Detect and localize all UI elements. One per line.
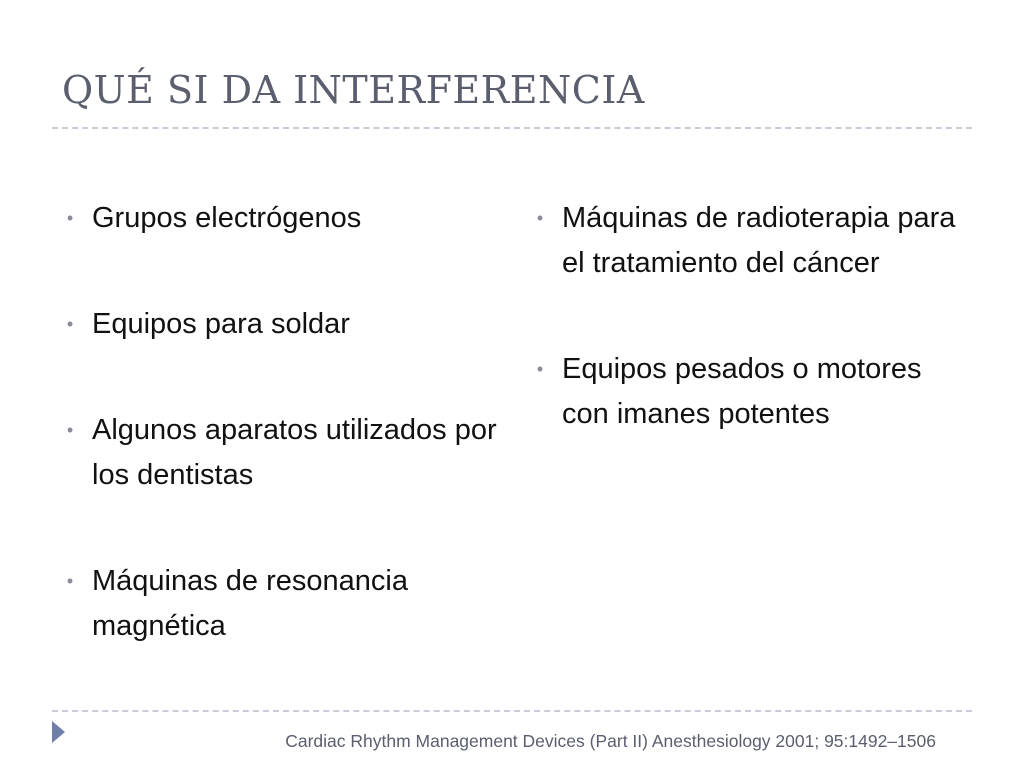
list-item-text: Grupos electrógenos	[92, 202, 362, 234]
left-bullet-list	[60, 196, 510, 710]
slide-title: QUÉ SI DA INTERFERENCIA	[62, 68, 645, 112]
bullet-icon: •	[536, 359, 544, 379]
list-item	[60, 196, 510, 241]
right-bullet-list	[530, 196, 970, 498]
list-item	[60, 408, 510, 498]
list-item-text: Equipos para soldar	[92, 308, 350, 340]
bullet-icon: •	[66, 571, 74, 591]
bullet-icon: •	[66, 420, 74, 440]
bullet-icon: •	[66, 208, 74, 228]
list-item-text: Máquinas de resonancia magnética	[92, 565, 408, 642]
bullet-icon: •	[536, 208, 544, 228]
title-divider	[52, 127, 972, 129]
footer-divider	[52, 710, 972, 712]
play-triangle-icon[interactable]	[52, 721, 65, 743]
list-item	[60, 302, 510, 347]
list-item	[530, 196, 970, 286]
list-item-text: Equipos pesados o motores con imanes potentes	[562, 353, 922, 430]
list-item	[530, 347, 970, 437]
list-item-text: Algunos aparatos utilizados por los dentistas	[92, 414, 497, 491]
list-item	[60, 559, 510, 649]
citation: Cardiac Rhythm Management Devices (Part II) Anesthesiology 2001; 95:1492–1506	[285, 731, 936, 751]
bullet-icon: •	[66, 314, 74, 334]
list-item-text: Máquinas de radioterapia para el tratamiento del cáncer	[562, 202, 956, 279]
